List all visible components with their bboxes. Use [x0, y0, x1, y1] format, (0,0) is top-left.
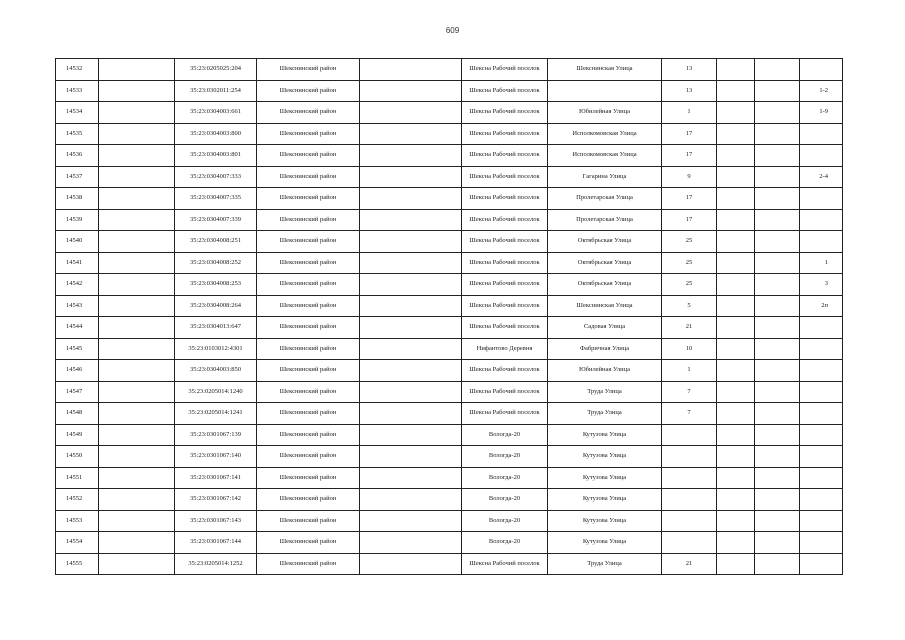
blank-cell	[360, 188, 462, 210]
blank-cell	[755, 188, 800, 210]
street-cell: Садовая Улица	[548, 317, 662, 339]
district-cell: Шекснинский район	[257, 424, 360, 446]
blank-cell	[99, 510, 175, 532]
settlement-cell: Шексна Рабочий поселок	[462, 381, 548, 403]
blank-cell	[360, 424, 462, 446]
table-row	[56, 446, 843, 468]
district-cell: Шекснинский район	[257, 532, 360, 554]
house-number-cell: 25	[662, 231, 717, 253]
house-number-cell: 5	[662, 295, 717, 317]
apartment-cell	[800, 510, 843, 532]
street-cell: Октябрьская Улица	[548, 231, 662, 253]
blank-cell	[717, 424, 755, 446]
record-number-cell: 14538	[56, 188, 99, 210]
record-number-cell: 14537	[56, 166, 99, 188]
blank-cell	[717, 295, 755, 317]
record-number-cell: 14542	[56, 274, 99, 296]
blank-cell	[755, 532, 800, 554]
table-row	[56, 252, 843, 274]
street-cell: Кутузова Улица	[548, 510, 662, 532]
blank-cell	[755, 424, 800, 446]
apartment-cell	[800, 59, 843, 81]
blank-cell	[717, 145, 755, 167]
blank-cell	[360, 59, 462, 81]
blank-cell	[717, 188, 755, 210]
property-registry-table	[55, 58, 843, 575]
table-row	[56, 467, 843, 489]
apartment-cell	[800, 338, 843, 360]
cadastral-number-cell: 35:23:0304003:661	[175, 102, 257, 124]
blank-cell	[360, 489, 462, 511]
blank-cell	[360, 381, 462, 403]
district-cell: Шекснинский район	[257, 166, 360, 188]
record-number-cell: 14539	[56, 209, 99, 231]
apartment-cell	[800, 532, 843, 554]
record-number-cell: 14541	[56, 252, 99, 274]
blank-cell	[755, 338, 800, 360]
blank-cell	[360, 467, 462, 489]
blank-cell	[360, 532, 462, 554]
street-cell: Шекснинская Улица	[548, 295, 662, 317]
street-cell: Кутузова Улица	[548, 489, 662, 511]
cadastral-number-cell: 35:23:0205014:1240	[175, 381, 257, 403]
blank-cell	[360, 166, 462, 188]
cadastral-number-cell: 35:23:0301067:139	[175, 424, 257, 446]
blank-cell	[755, 123, 800, 145]
district-cell: Шекснинский район	[257, 467, 360, 489]
cadastral-number-cell: 35:23:0304007:335	[175, 188, 257, 210]
blank-cell	[99, 80, 175, 102]
apartment-cell	[800, 489, 843, 511]
blank-cell	[99, 532, 175, 554]
blank-cell	[99, 295, 175, 317]
cadastral-number-cell: 35:23:0304003:801	[175, 145, 257, 167]
apartment-cell	[800, 403, 843, 425]
street-cell: Октябрьская Улица	[548, 252, 662, 274]
blank-cell	[99, 274, 175, 296]
apartment-cell	[800, 381, 843, 403]
blank-cell	[360, 231, 462, 253]
table-row	[56, 510, 843, 532]
district-cell: Шекснинский район	[257, 489, 360, 511]
apartment-cell: 2п	[800, 295, 843, 317]
cadastral-number-cell: 35:23:0205014:1252	[175, 553, 257, 575]
street-cell: Труда Улица	[548, 553, 662, 575]
record-number-cell: 14546	[56, 360, 99, 382]
street-cell: Пролетарская Улица	[548, 188, 662, 210]
blank-cell	[717, 166, 755, 188]
blank-cell	[99, 59, 175, 81]
table-row	[56, 317, 843, 339]
record-number-cell: 14548	[56, 403, 99, 425]
cadastral-number-cell: 35:23:0304007:333	[175, 166, 257, 188]
street-cell	[548, 80, 662, 102]
blank-cell	[755, 231, 800, 253]
house-number-cell: 21	[662, 317, 717, 339]
blank-cell	[99, 102, 175, 124]
settlement-cell: Шексна Рабочий поселок	[462, 80, 548, 102]
blank-cell	[755, 274, 800, 296]
blank-cell	[99, 231, 175, 253]
blank-cell	[755, 102, 800, 124]
blank-cell	[717, 467, 755, 489]
blank-cell	[755, 489, 800, 511]
settlement-cell: Шексна Рабочий поселок	[462, 123, 548, 145]
apartment-cell	[800, 188, 843, 210]
settlement-cell: Вологда-20	[462, 446, 548, 468]
cadastral-number-cell: 35:23:0205014:1241	[175, 403, 257, 425]
district-cell: Шекснинский район	[257, 188, 360, 210]
blank-cell	[717, 80, 755, 102]
blank-cell	[99, 166, 175, 188]
record-number-cell: 14540	[56, 231, 99, 253]
street-cell: Кутузова Улица	[548, 467, 662, 489]
cadastral-number-cell: 35:23:0103012:4301	[175, 338, 257, 360]
blank-cell	[360, 145, 462, 167]
settlement-cell: Шексна Рабочий поселок	[462, 360, 548, 382]
blank-cell	[99, 553, 175, 575]
house-number-cell: 10	[662, 338, 717, 360]
apartment-cell: 1-9	[800, 102, 843, 124]
blank-cell	[99, 467, 175, 489]
street-cell: Труда Улица	[548, 381, 662, 403]
district-cell: Шекснинский район	[257, 274, 360, 296]
blank-cell	[360, 274, 462, 296]
district-cell: Шекснинский район	[257, 59, 360, 81]
blank-cell	[755, 403, 800, 425]
apartment-cell	[800, 209, 843, 231]
district-cell: Шекснинский район	[257, 102, 360, 124]
settlement-cell: Вологда-20	[462, 424, 548, 446]
table-row	[56, 209, 843, 231]
apartment-cell: 3	[800, 274, 843, 296]
cadastral-number-cell: 35:23:0301067:140	[175, 446, 257, 468]
cadastral-number-cell: 35:23:0304007:339	[175, 209, 257, 231]
district-cell: Шекснинский район	[257, 295, 360, 317]
street-cell: Кутузова Улица	[548, 446, 662, 468]
blank-cell	[755, 317, 800, 339]
house-number-cell	[662, 467, 717, 489]
apartment-cell	[800, 123, 843, 145]
settlement-cell: Шексна Рабочий поселок	[462, 231, 548, 253]
blank-cell	[99, 446, 175, 468]
district-cell: Шекснинский район	[257, 145, 360, 167]
cadastral-number-cell: 35:23:0304008:251	[175, 231, 257, 253]
table-row	[56, 381, 843, 403]
record-number-cell: 14554	[56, 532, 99, 554]
blank-cell	[717, 403, 755, 425]
street-cell: Гагарина Улица	[548, 166, 662, 188]
blank-cell	[755, 295, 800, 317]
house-number-cell	[662, 446, 717, 468]
table-row	[56, 489, 843, 511]
blank-cell	[717, 274, 755, 296]
table-row	[56, 123, 843, 145]
cadastral-number-cell: 35:23:0304013:647	[175, 317, 257, 339]
blank-cell	[360, 252, 462, 274]
street-cell: Исполкомовская Улица	[548, 123, 662, 145]
district-cell: Шекснинский район	[257, 338, 360, 360]
cadastral-number-cell: 35:23:0301067:141	[175, 467, 257, 489]
blank-cell	[755, 467, 800, 489]
district-cell: Шекснинский район	[257, 80, 360, 102]
apartment-cell	[800, 145, 843, 167]
record-number-cell: 14551	[56, 467, 99, 489]
record-number-cell: 14536	[56, 145, 99, 167]
district-cell: Шекснинский район	[257, 381, 360, 403]
blank-cell	[755, 80, 800, 102]
settlement-cell: Шексна Рабочий поселок	[462, 403, 548, 425]
blank-cell	[360, 102, 462, 124]
settlement-cell: Вологда-20	[462, 467, 548, 489]
table-row	[56, 338, 843, 360]
blank-cell	[717, 360, 755, 382]
blank-cell	[717, 510, 755, 532]
settlement-cell: Шексна Рабочий поселок	[462, 145, 548, 167]
record-number-cell: 14553	[56, 510, 99, 532]
blank-cell	[99, 188, 175, 210]
apartment-cell	[800, 317, 843, 339]
table-row	[56, 166, 843, 188]
table-row	[56, 360, 843, 382]
street-cell: Октябрьская Улица	[548, 274, 662, 296]
record-number-cell: 14535	[56, 123, 99, 145]
blank-cell	[717, 489, 755, 511]
table-row	[56, 532, 843, 554]
house-number-cell: 17	[662, 188, 717, 210]
blank-cell	[755, 252, 800, 274]
blank-cell	[99, 489, 175, 511]
settlement-cell: Шексна Рабочий поселок	[462, 102, 548, 124]
blank-cell	[99, 209, 175, 231]
district-cell: Шекснинский район	[257, 446, 360, 468]
house-number-cell: 7	[662, 381, 717, 403]
cadastral-number-cell: 35:23:0304008:252	[175, 252, 257, 274]
record-number-cell: 14549	[56, 424, 99, 446]
blank-cell	[360, 123, 462, 145]
house-number-cell	[662, 532, 717, 554]
record-number-cell: 14532	[56, 59, 99, 81]
house-number-cell	[662, 489, 717, 511]
street-cell: Юбилейная Улица	[548, 360, 662, 382]
blank-cell	[717, 446, 755, 468]
settlement-cell: Вологда-20	[462, 510, 548, 532]
blank-cell	[99, 360, 175, 382]
blank-cell	[717, 532, 755, 554]
street-cell: Кутузова Улица	[548, 424, 662, 446]
apartment-cell: 1	[800, 252, 843, 274]
cadastral-number-cell: 35:23:0304003:800	[175, 123, 257, 145]
table-row	[56, 102, 843, 124]
page-number: 609	[445, 26, 460, 35]
record-number-cell: 14543	[56, 295, 99, 317]
blank-cell	[99, 123, 175, 145]
cadastral-number-cell: 35:23:0301067:143	[175, 510, 257, 532]
blank-cell	[99, 424, 175, 446]
district-cell: Шекснинский район	[257, 317, 360, 339]
blank-cell	[360, 295, 462, 317]
settlement-cell: Вологда-20	[462, 532, 548, 554]
blank-cell	[360, 360, 462, 382]
blank-cell	[755, 553, 800, 575]
house-number-cell: 25	[662, 252, 717, 274]
blank-cell	[755, 381, 800, 403]
blank-cell	[717, 123, 755, 145]
house-number-cell: 1	[662, 360, 717, 382]
record-number-cell: 14547	[56, 381, 99, 403]
blank-cell	[99, 403, 175, 425]
settlement-cell: Шексна Рабочий поселок	[462, 166, 548, 188]
settlement-cell: Шексна Рабочий поселок	[462, 209, 548, 231]
blank-cell	[755, 510, 800, 532]
blank-cell	[360, 338, 462, 360]
street-cell: Исполкомовская Улица	[548, 145, 662, 167]
table-row	[56, 80, 843, 102]
apartment-cell	[800, 467, 843, 489]
house-number-cell: 9	[662, 166, 717, 188]
house-number-cell: 25	[662, 274, 717, 296]
cadastral-number-cell: 35:23:0205025:204	[175, 59, 257, 81]
table-row	[56, 231, 843, 253]
blank-cell	[360, 403, 462, 425]
blank-cell	[717, 231, 755, 253]
blank-cell	[360, 510, 462, 532]
house-number-cell: 13	[662, 59, 717, 81]
settlement-cell: Шексна Рабочий поселок	[462, 295, 548, 317]
cadastral-number-cell: 35:23:0304003:850	[175, 360, 257, 382]
blank-cell	[99, 338, 175, 360]
apartment-cell	[800, 446, 843, 468]
blank-cell	[360, 209, 462, 231]
record-number-cell: 14534	[56, 102, 99, 124]
table-row	[56, 295, 843, 317]
house-number-cell	[662, 510, 717, 532]
record-number-cell: 14544	[56, 317, 99, 339]
house-number-cell: 7	[662, 403, 717, 425]
table-row	[56, 59, 843, 81]
apartment-cell	[800, 553, 843, 575]
cadastral-number-cell: 35:23:0302011:254	[175, 80, 257, 102]
record-number-cell: 14552	[56, 489, 99, 511]
cadastral-number-cell: 35:23:0301067:144	[175, 532, 257, 554]
record-number-cell: 14545	[56, 338, 99, 360]
settlement-cell: Шексна Рабочий поселок	[462, 553, 548, 575]
district-cell: Шекснинский район	[257, 252, 360, 274]
house-number-cell	[662, 424, 717, 446]
blank-cell	[717, 553, 755, 575]
street-cell: Юбилейная Улица	[548, 102, 662, 124]
blank-cell	[99, 252, 175, 274]
record-number-cell: 14533	[56, 80, 99, 102]
record-number-cell: 14555	[56, 553, 99, 575]
district-cell: Шекснинский район	[257, 360, 360, 382]
house-number-cell: 17	[662, 123, 717, 145]
blank-cell	[360, 446, 462, 468]
street-cell: Труда Улица	[548, 403, 662, 425]
blank-cell	[99, 145, 175, 167]
house-number-cell: 1	[662, 102, 717, 124]
house-number-cell: 17	[662, 209, 717, 231]
settlement-cell: Шексна Рабочий поселок	[462, 317, 548, 339]
table-row	[56, 188, 843, 210]
house-number-cell: 17	[662, 145, 717, 167]
district-cell: Шекснинский район	[257, 403, 360, 425]
blank-cell	[755, 145, 800, 167]
blank-cell	[360, 317, 462, 339]
settlement-cell: Вологда-20	[462, 489, 548, 511]
blank-cell	[99, 317, 175, 339]
district-cell: Шекснинский район	[257, 231, 360, 253]
table-row	[56, 403, 843, 425]
blank-cell	[99, 381, 175, 403]
district-cell: Шекснинский район	[257, 123, 360, 145]
cadastral-number-cell: 35:23:0304008:264	[175, 295, 257, 317]
settlement-cell: Шексна Рабочий поселок	[462, 59, 548, 81]
house-number-cell: 21	[662, 553, 717, 575]
blank-cell	[360, 80, 462, 102]
street-cell: Пролетарская Улица	[548, 209, 662, 231]
district-cell: Шекснинский район	[257, 553, 360, 575]
blank-cell	[755, 59, 800, 81]
blank-cell	[717, 338, 755, 360]
settlement-cell: Шексна Рабочий поселок	[462, 188, 548, 210]
apartment-cell	[800, 424, 843, 446]
apartment-cell	[800, 231, 843, 253]
blank-cell	[360, 553, 462, 575]
street-cell: Кутузова Улица	[548, 532, 662, 554]
blank-cell	[755, 360, 800, 382]
table-row	[56, 145, 843, 167]
blank-cell	[755, 446, 800, 468]
cadastral-number-cell: 35:23:0304008:253	[175, 274, 257, 296]
blank-cell	[717, 59, 755, 81]
street-cell: Фабричная Улица	[548, 338, 662, 360]
table-row	[56, 553, 843, 575]
apartment-cell: 1-2	[800, 80, 843, 102]
record-number-cell: 14550	[56, 446, 99, 468]
table-row	[56, 424, 843, 446]
cadastral-number-cell: 35:23:0301067:142	[175, 489, 257, 511]
blank-cell	[717, 381, 755, 403]
blank-cell	[755, 209, 800, 231]
blank-cell	[717, 102, 755, 124]
table-body	[56, 59, 843, 575]
settlement-cell: Шексна Рабочий поселок	[462, 274, 548, 296]
settlement-cell: Шексна Рабочий поселок	[462, 252, 548, 274]
apartment-cell	[800, 360, 843, 382]
table-row	[56, 274, 843, 296]
blank-cell	[717, 317, 755, 339]
district-cell: Шекснинский район	[257, 510, 360, 532]
blank-cell	[755, 166, 800, 188]
settlement-cell: Нифантово Деревня	[462, 338, 548, 360]
apartment-cell: 2-4	[800, 166, 843, 188]
blank-cell	[717, 252, 755, 274]
blank-cell	[717, 209, 755, 231]
district-cell: Шекснинский район	[257, 209, 360, 231]
house-number-cell: 13	[662, 80, 717, 102]
street-cell: Шекснинская Улица	[548, 59, 662, 81]
